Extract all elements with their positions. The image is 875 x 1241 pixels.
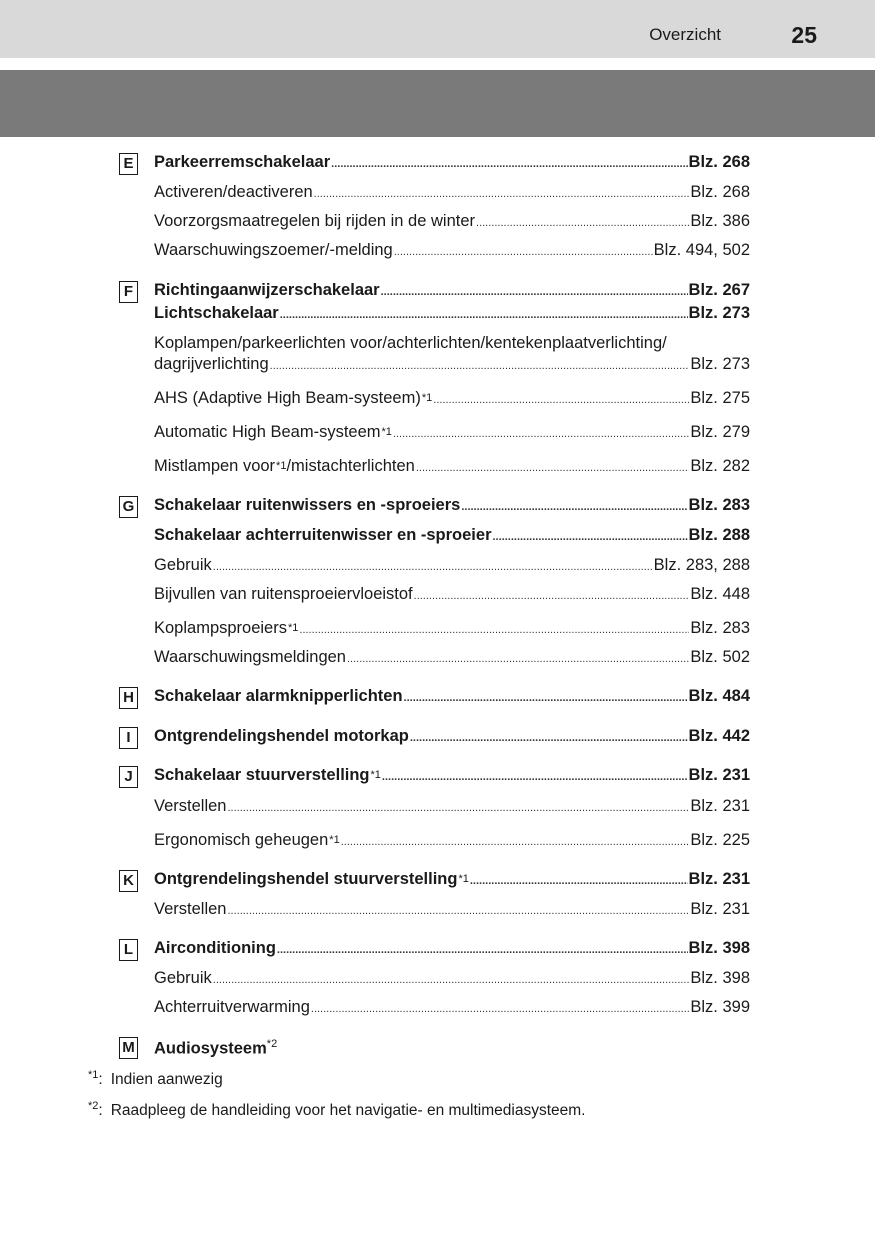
toc-entry[interactable]: Automatic High Beam-systeem $^{*1}$ ..... Blz. 279 — [154, 423, 750, 442]
toc-entry[interactable]: Schakelaar stuurverstelling $^{*1}$ ..... Blz. 231 — [154, 766, 750, 785]
toc-entry[interactable]: Richtingaanwijzerschakelaar ..... Blz. 267 — [154, 281, 750, 300]
section-key-j: J — [119, 766, 138, 788]
toc-entry[interactable]: Voorzorgsmaatregelen bij rijden in de winter ..... Blz. 386 — [154, 212, 750, 231]
toc-entry[interactable]: Audiosysteem$^{*2}$ — [154, 1038, 278, 1058]
toc-entry[interactable]: dagrijverlichting ..... Blz. 273 — [154, 355, 750, 374]
toc-entry[interactable]: Mistlampen voor $^{*1}$ /mistachterlichten ..... Blz. 282 — [154, 457, 750, 476]
toc-entry[interactable]: Ontgrendelingshendel motorkap ..... Blz. 442 — [154, 727, 750, 746]
toc-entry[interactable]: Verstellen ..... Blz. 231 — [154, 797, 750, 816]
toc-entry[interactable]: Achterruitverwarming ..... Blz. 399 — [154, 998, 750, 1017]
toc-entry[interactable]: Activeren/deactiveren ..... Blz. 268 — [154, 183, 750, 202]
toc-entry[interactable]: Schakelaar ruitenwissers en -sproeiers ..... Blz. 283 — [154, 496, 750, 515]
toc-entry[interactable]: Gebruik ..... Blz. 398 — [154, 969, 750, 988]
illustration-band — [0, 70, 875, 137]
section-key-m: M — [119, 1037, 138, 1059]
toc-entry[interactable]: Ontgrendelingshendel stuurverstelling $^{*1}$ ..... Blz. 231 — [154, 870, 750, 889]
section-key-h: H — [119, 687, 138, 709]
toc-entry[interactable]: Parkeerremschakelaar ..... Blz. 268 — [154, 153, 750, 172]
toc-entry[interactable]: Waarschuwingsmeldingen ..... Blz. 502 — [154, 648, 750, 667]
toc-entry[interactable]: Ergonomisch geheugen $^{*1}$ ..... Blz. 225 — [154, 831, 750, 850]
header-bar — [0, 0, 875, 58]
toc-entry[interactable]: Schakelaar alarmknipperlichten ..... Blz. 484 — [154, 687, 750, 706]
toc-entry[interactable]: Waarschuwingszoemer/-melding ..... Blz. 494, 502 — [154, 241, 750, 260]
section-key-k: K — [119, 870, 138, 892]
footnote: $^{*1}$: Indien aanwezig — [88, 1069, 223, 1089]
section-key-e: E — [119, 153, 138, 175]
toc-entry[interactable]: Lichtschakelaar ..... Blz. 273 — [154, 304, 750, 323]
toc-entry[interactable]: Gebruik ..... Blz. 283, 288 — [154, 556, 750, 575]
toc-entry-line1: Koplampen/parkeerlichten voor/achterlichten/kentekenplaatverlichting/ — [154, 334, 667, 352]
toc-entry[interactable]: Schakelaar achterruitenwisser en -sproeier ..... Blz. 288 — [154, 526, 750, 545]
section-key-f: F — [119, 281, 138, 303]
toc-entry[interactable]: Verstellen ..... Blz. 231 — [154, 900, 750, 919]
footnote: $^{*2}$: Raadpleeg de handleiding voor het navigatie- en multimediasysteem. — [88, 1100, 586, 1120]
page-title: Overzicht — [649, 25, 721, 44]
toc-entry[interactable]: Bijvullen van ruitensproeiervloeistof ..... Blz. 448 — [154, 585, 750, 604]
section-key-g: G — [119, 496, 138, 518]
toc-entry[interactable]: Koplampsproeiers $^{*1}$ ..... Blz. 283 — [154, 619, 750, 638]
toc-entry[interactable]: Airconditioning ..... Blz. 398 — [154, 939, 750, 958]
page-number: 25 — [791, 22, 817, 48]
section-key-i: I — [119, 727, 138, 749]
section-key-l: L — [119, 939, 138, 961]
toc-entry[interactable]: AHS (Adaptive High Beam-systeem) $^{*1}$ ..... Blz. 275 — [154, 389, 750, 408]
